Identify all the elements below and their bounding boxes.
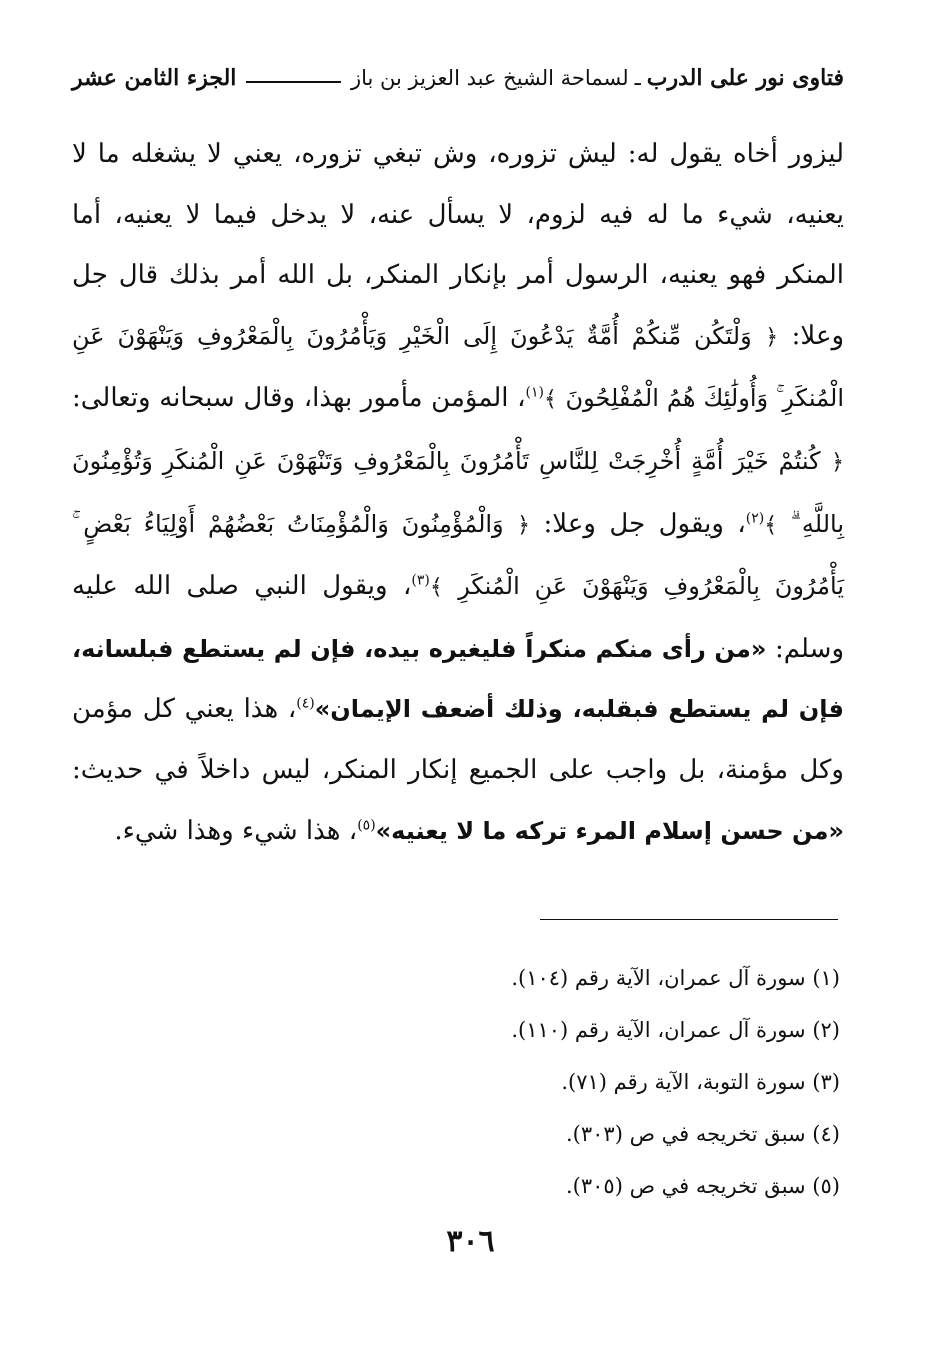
quran-open-ornament: ﴿ <box>517 512 531 538</box>
text-segment: ، هذا يعني كل مؤمن وكل مؤمنة، بل واجب على الجميع إنكار المنكر، ليس داخلاً في حديث: <box>72 694 844 785</box>
text-segment: ليزور أخاه يقول له: ليش تزوره، وش تبغي تزوره، يعني لا يشغله ما لا يعنيه، شيء ما له فيه لزوم، لا يسأل عنه، لا يدخل فيما لا يعنيه، أما المنكر فهو يعنيه، الرسول أمر بإنكار المنكر، بل الله أمر بذلك قال جل وعلا: <box>72 139 845 351</box>
footnote-ref: (٢) <box>745 509 765 526</box>
footnote: (٤) سبق تخريجه في ص (٣٠٣). <box>566 1122 840 1146</box>
quran-verse: وَالْمُؤْمِنُونَ وَالْمُؤْمِنَاتُ بَعْضُهُمْ أَوْلِيَاءُ بَعْضٍ ۚ يَأْمُرُونَ بِالْمَعْرُوفِ وَيَنْهَوْنَ عَنِ الْمُنكَرِ <box>72 509 844 601</box>
footnote: (١) سورة آل عمران، الآية رقم (١٠٤). <box>511 966 840 990</box>
footnotes <box>300 952 840 1212</box>
quran-verse: وَلْتَكُن مِّنكُمْ أُمَّةٌ يَدْعُونَ إِلَى الْخَيْرِ وَيَأْمُرُونَ بِالْمَعْرُوفِ وَيَنْهَوْنَ عَنِ الْمُنكَرِ ۚ وَأُولَٰئِكَ هُمُ الْمُفْلِحُونَ <box>72 321 844 413</box>
page-number: ٣٠٦ <box>446 1224 495 1259</box>
footnote: (٥) سبق تخريجه في ص (٣٠٥). <box>566 1174 840 1198</box>
footnote-ref: (١) <box>525 384 544 401</box>
text-segment: ، المؤمن مأمور بهذا، وقال سبحانه وتعالى: <box>72 383 526 414</box>
quran-open-ornament: ﴿ <box>765 324 779 350</box>
text-segment: ، ويقول النبي صلى الله عليه وسلم: <box>72 571 844 664</box>
book-title: فتاوى نور على الدرب <box>646 65 844 91</box>
hadith-quote: «من حسن إسلام المرء تركه ما لا يعنيه» <box>375 816 844 845</box>
running-header <box>72 58 844 98</box>
author-name: لسماحة الشيخ عبد العزيز بن باز <box>350 66 629 90</box>
quran-close-ornament: ﴾ <box>543 387 557 413</box>
quran-open-ornament: ﴿ <box>831 449 845 475</box>
footnote: (٣) سورة التوبة، الآية رقم (٧١). <box>561 1070 840 1094</box>
quran-close-ornament: ﴾ <box>429 575 443 601</box>
footnote-ref: (٣) <box>411 572 430 589</box>
text-segment: ، ويقول جل وعلا: <box>543 508 746 539</box>
main-paragraph <box>72 124 844 861</box>
header-separator: ـ <box>634 66 641 90</box>
footnote: (٢) سورة آل عمران، الآية رقم (١١٠). <box>511 1018 840 1042</box>
footnote-ref: (٥) <box>357 816 376 833</box>
header-rule <box>246 81 341 83</box>
footnote-separator <box>540 919 838 920</box>
quran-verse: كُنتُمْ خَيْرَ أُمَّةٍ أُخْرِجَتْ لِلنَّاسِ تَأْمُرُونَ بِالْمَعْرُوفِ وَتَنْهَوْنَ عَنِ الْمُنكَرِ وَتُؤْمِنُونَ بِاللَّهِ ۗ <box>72 446 845 538</box>
footnote-ref: (٤) <box>296 695 315 712</box>
hadith-quote: «من رأى منكم منكراً فليغيره بيده، فإن لم يستطع فبلسانه، فإن لم يستطع فبقلبه، وذلك أضعف الإيمان» <box>72 634 844 724</box>
quran-close-ornament: ﴾ <box>764 512 778 538</box>
text-segment: ، هذا شيء وهذا شيء. <box>114 815 358 846</box>
volume-label: الجزء الثامن عشر <box>72 65 237 91</box>
